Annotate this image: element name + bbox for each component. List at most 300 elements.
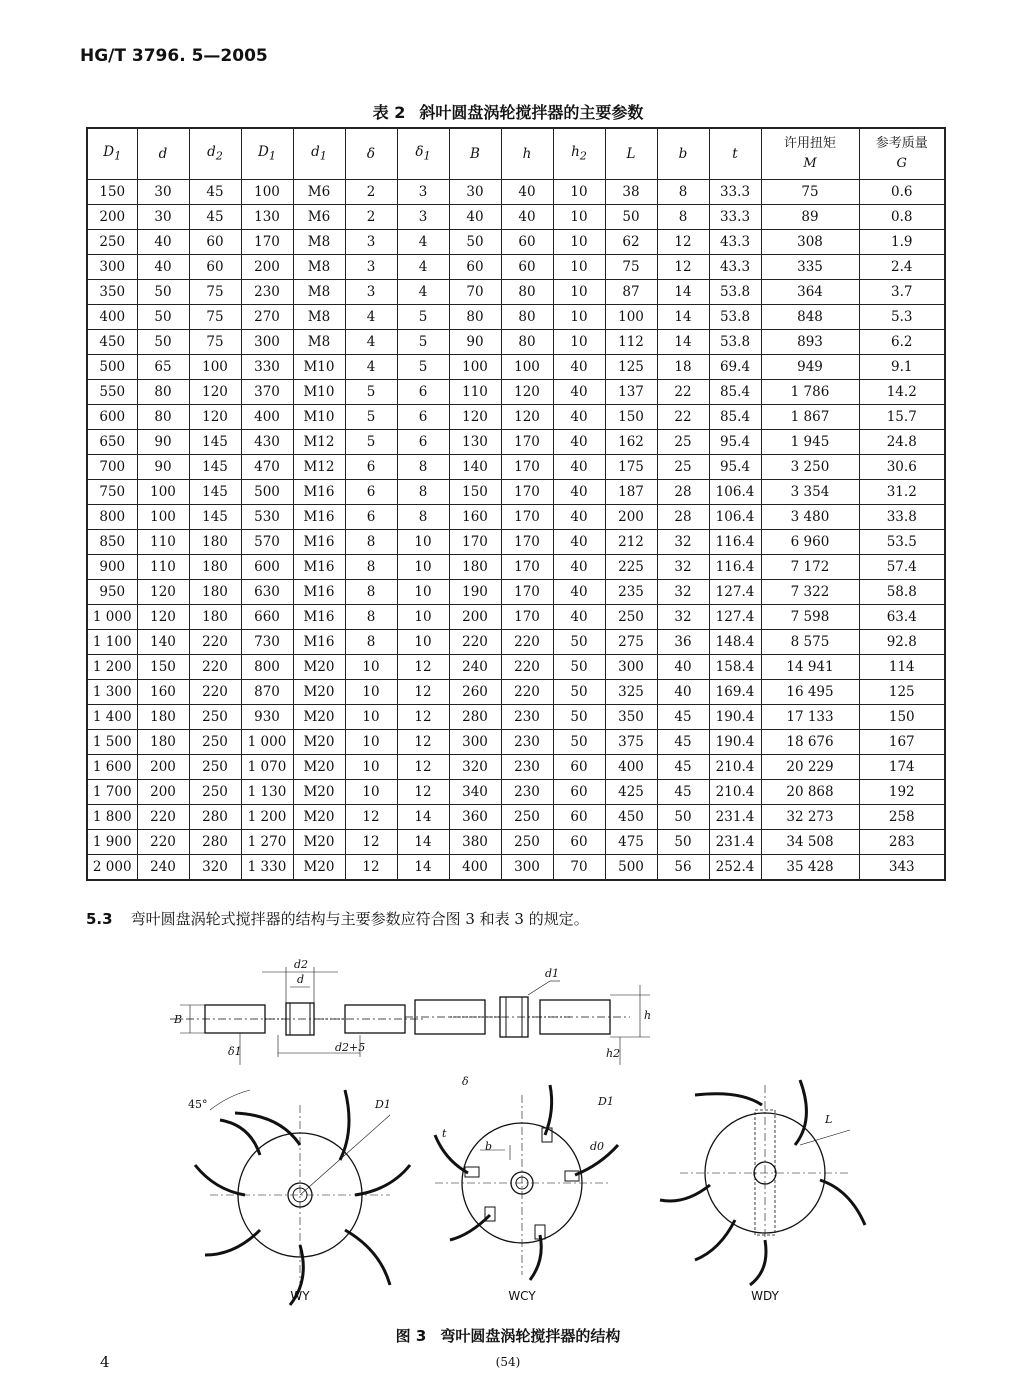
mass-label: 参考质量 [875,136,928,151]
table-cell: 308 [761,230,859,255]
table-cell: 30 [137,180,189,205]
col-header: B [449,128,501,180]
label-view-wdy: WDY [751,1289,779,1303]
table-cell: 300 [605,655,657,680]
label-d: d [297,973,305,986]
table-cell: 10 [553,280,605,305]
table-cell: 87 [605,280,657,305]
table-cell: 1 070 [241,755,293,780]
table-cell: 200 [137,780,189,805]
table-cell: 170 [501,505,553,530]
table-cell: 8 [345,630,397,655]
table-cell: 60 [501,255,553,280]
table-number: 表 2 [372,103,406,122]
table-cell: 12 [397,655,449,680]
table-cell: 70 [553,855,605,881]
table-cell: 40 [553,530,605,555]
table-cell: 2 [345,205,397,230]
table-cell: 192 [859,780,945,805]
table-cell: 250 [501,805,553,830]
table-header-row [87,128,945,180]
table-cell: M12 [293,455,345,480]
table-cell: 12 [397,680,449,705]
table-cell: 50 [553,630,605,655]
table-cell: 6 [345,505,397,530]
table-cell: 12 [345,805,397,830]
table-cell: M20 [293,655,345,680]
table-cell: 6 [345,455,397,480]
table-cell: 325 [605,680,657,705]
label-b: b [485,1140,493,1153]
table-cell: 250 [605,605,657,630]
table-cell: 40 [449,205,501,230]
table-cell: M16 [293,530,345,555]
table-cell: 60 [501,230,553,255]
page-number: 4 [100,1353,110,1371]
table-cell: 5 [345,430,397,455]
col-header: δ [345,128,397,180]
table-cell: 210.4 [709,755,761,780]
table-cell: M10 [293,405,345,430]
table-row [87,380,945,405]
table-cell: 12 [345,855,397,881]
table-cell: 190 [449,580,501,605]
table-cell: 45 [189,205,241,230]
table-cell: 80 [137,405,189,430]
table-cell: 1 400 [87,705,137,730]
table-row [87,655,945,680]
table-cell: 14 [657,280,709,305]
col-header-mass [859,128,945,180]
table-cell: 5 [397,305,449,330]
table-cell: 140 [449,455,501,480]
table-cell: 70 [449,280,501,305]
table-cell: 220 [189,680,241,705]
table-cell: 5 [345,405,397,430]
table-cell: 50 [657,830,709,855]
table-cell: 6 [345,480,397,505]
table-cell: 231.4 [709,805,761,830]
table-cell: 75 [189,330,241,355]
label-view-wy: WY [290,1289,310,1303]
table-cell: 170 [449,530,501,555]
table-cell: 364 [761,280,859,305]
table-cell: 130 [241,205,293,230]
table-cell: 220 [501,655,553,680]
table-row [87,680,945,705]
table-cell: 130 [449,430,501,455]
table-cell: 14 [397,855,449,881]
table-cell: 3 [345,280,397,305]
col-header: t [709,128,761,180]
table-cell: M8 [293,280,345,305]
table-row [87,780,945,805]
table-cell: 8 575 [761,630,859,655]
table-cell: 400 [87,305,137,330]
table-cell: 6 960 [761,530,859,555]
table-cell: 0.6 [859,180,945,205]
table-cell: 43.3 [709,255,761,280]
table-cell: 1 270 [241,830,293,855]
table-body [87,180,945,881]
table-cell: 89 [761,205,859,230]
table-cell: 40 [553,580,605,605]
table-cell: 50 [449,230,501,255]
table-cell: 12 [397,780,449,805]
label-delta1: δ1 [228,1045,242,1058]
table-cell: 400 [449,855,501,881]
table-cell: 225 [605,555,657,580]
table-cell: 2 [345,180,397,205]
table-cell: 2 000 [87,855,137,881]
table-cell: 190.4 [709,730,761,755]
table-cell: 60 [553,755,605,780]
table-cell: 10 [553,305,605,330]
table-cell: 169.4 [709,680,761,705]
table-cell: 4 [397,230,449,255]
table-cell: 220 [501,630,553,655]
table-cell: 45 [657,730,709,755]
table-cell: 470 [241,455,293,480]
label-d1: d1 [545,967,560,980]
table-cell: M20 [293,680,345,705]
table-cell: 162 [605,430,657,455]
table-cell: 200 [605,505,657,530]
table-cell: 40 [553,605,605,630]
table-cell: 3 354 [761,480,859,505]
table-cell: 31.2 [859,480,945,505]
table-cell: 250 [189,705,241,730]
table-cell: 8 [345,555,397,580]
label-h2: h2 [606,1047,621,1060]
table-cell: 3.7 [859,280,945,305]
table-cell: 200 [87,205,137,230]
table-cell: 40 [553,480,605,505]
table-cell: 300 [501,855,553,881]
table-cell: 145 [189,505,241,530]
table-cell: 500 [605,855,657,881]
table-cell: 150 [449,480,501,505]
table-cell: 100 [501,355,553,380]
figure-number: 图 3 [395,1327,427,1345]
table-cell: 500 [87,355,137,380]
table-cell: 235 [605,580,657,605]
table-cell: 60 [553,780,605,805]
table-cell: M20 [293,755,345,780]
table-row [87,305,945,330]
table-cell: 32 273 [761,805,859,830]
table-cell: 3 480 [761,505,859,530]
table-cell: 2.4 [859,255,945,280]
table-cell: 180 [449,555,501,580]
table-cell: 8 [397,455,449,480]
table-cell: M10 [293,380,345,405]
col-header: $D_1$ [241,128,293,180]
table-cell: 1 130 [241,780,293,805]
table-cell: 4 [397,255,449,280]
label-delta: δ [462,1075,469,1088]
table-row [87,755,945,780]
col-header: h [501,128,553,180]
table-cell: 50 [657,805,709,830]
table-cell: 100 [241,180,293,205]
table-row [87,705,945,730]
table-cell: 95.4 [709,455,761,480]
table-cell: 120 [501,405,553,430]
table-cell: 258 [859,805,945,830]
table-cell: 145 [189,480,241,505]
table-cell: 250 [189,780,241,805]
table-cell: 34 508 [761,830,859,855]
table-cell: 750 [87,480,137,505]
table-cell: 150 [859,705,945,730]
table-cell: 300 [241,330,293,355]
table-cell: M8 [293,330,345,355]
table-cell: 260 [449,680,501,705]
torque-label: 许用扭矩 [783,136,836,151]
table-cell: 28 [657,505,709,530]
clause-number: 5.3 [86,910,113,928]
table-cell: 10 [553,230,605,255]
table-cell: 425 [605,780,657,805]
table-cell: 50 [605,205,657,230]
table-cell: 949 [761,355,859,380]
table-row [87,255,945,280]
table-cell: 127.4 [709,580,761,605]
table-cell: 92.8 [859,630,945,655]
table-cell: 8 [345,580,397,605]
table-cell: 9.1 [859,355,945,380]
label-d2: d2 [294,958,309,971]
table-cell: 8 [397,480,449,505]
table-cell: 33.8 [859,505,945,530]
table-cell: 730 [241,630,293,655]
table-row [87,830,945,855]
table-cell: 4 [397,280,449,305]
table-cell: 60 [553,805,605,830]
table-cell: 270 [241,305,293,330]
table-cell: 116.4 [709,555,761,580]
table-cell: 90 [137,430,189,455]
table-cell: 14 [397,805,449,830]
table-cell: M20 [293,730,345,755]
table-cell: 848 [761,305,859,330]
table-cell: 170 [501,530,553,555]
table-row [87,480,945,505]
table-cell: 120 [449,405,501,430]
table-cell: 370 [241,380,293,405]
table-cell: 1 200 [87,655,137,680]
table-row [87,580,945,605]
table-cell: 80 [501,305,553,330]
col-header: b [657,128,709,180]
table-cell: 175 [605,455,657,480]
table-cell: 200 [241,255,293,280]
table-cell: 50 [553,730,605,755]
table-cell: 170 [501,580,553,605]
table-cell: 43.3 [709,230,761,255]
table-cell: 350 [605,705,657,730]
table-cell: 12 [345,830,397,855]
col-header: $\delta_1$ [397,128,449,180]
table-cell: 85.4 [709,405,761,430]
table-cell: 53.5 [859,530,945,555]
table-cell: 100 [189,355,241,380]
table-cell: 112 [605,330,657,355]
table-cell: 250 [189,755,241,780]
table-cell: 180 [189,580,241,605]
table-cell: 230 [241,280,293,305]
table-cell: 18 676 [761,730,859,755]
table-cell: 283 [859,830,945,855]
table-cell: 1 330 [241,855,293,881]
table-cell: 40 [137,255,189,280]
table-cell: 800 [87,505,137,530]
table-cell: 252.4 [709,855,761,881]
table-cell: 80 [501,330,553,355]
table-cell: 1 200 [241,805,293,830]
table-cell: 45 [189,180,241,205]
table-cell: 7 322 [761,580,859,605]
table-cell: 50 [553,705,605,730]
table-cell: 335 [761,255,859,280]
table-row [87,405,945,430]
table-cell: 28 [657,480,709,505]
standard-code: HG/T 3796. 5—2005 [80,46,268,66]
table-cell: 90 [449,330,501,355]
table-cell: 530 [241,505,293,530]
table-cell: M6 [293,205,345,230]
table-cell: 58.8 [859,580,945,605]
table-cell: 500 [241,480,293,505]
table-cell: 33.3 [709,205,761,230]
table-cell: 40 [501,205,553,230]
table-cell: 700 [87,455,137,480]
table-cell: 850 [87,530,137,555]
table-cell: 12 [397,755,449,780]
table-cell: 10 [397,580,449,605]
table-cell: 53.8 [709,305,761,330]
table-row [87,355,945,380]
page-sequence: (54) [495,1355,521,1369]
figure-caption [0,1325,1016,1346]
table-cell: 220 [501,680,553,705]
table-row [87,280,945,305]
table-cell: 570 [241,530,293,555]
table-cell: 210.4 [709,780,761,805]
table-row [87,630,945,655]
table-cell: 60 [449,255,501,280]
table-cell: 180 [189,555,241,580]
table-cell: M10 [293,355,345,380]
label-h: h [644,1009,652,1022]
table-cell: 8 [657,180,709,205]
table-cell: 16 495 [761,680,859,705]
table-cell: 116.4 [709,530,761,555]
table-cell: 212 [605,530,657,555]
table-cell: 3 [345,255,397,280]
table-cell: 60 [553,830,605,855]
table-cell: 3 [397,205,449,230]
table-cell: M8 [293,230,345,255]
table-cell: 550 [87,380,137,405]
clause-5-3 [86,908,589,929]
table-cell: 8 [657,205,709,230]
table-cell: 1 786 [761,380,859,405]
table-cell: 1 000 [87,605,137,630]
col-header-torque [761,128,859,180]
table-cell: 45 [657,755,709,780]
table-cell: 380 [449,830,501,855]
table-cell: 10 [553,180,605,205]
table-cell: 220 [449,630,501,655]
table-cell: 10 [553,330,605,355]
table-row [87,530,945,555]
table-cell: 180 [189,530,241,555]
table-title [0,100,1016,123]
table-cell: 350 [87,280,137,305]
table-cell: 600 [241,555,293,580]
table-cell: 15.7 [859,405,945,430]
plan-view-wy [195,1090,410,1305]
table-cell: 220 [189,630,241,655]
table-cell: 375 [605,730,657,755]
table-cell: M20 [293,780,345,805]
table-cell: 40 [553,455,605,480]
table-cell: 8 [345,605,397,630]
table-row [87,455,945,480]
table-cell: 343 [859,855,945,881]
table-cell: 200 [137,755,189,780]
table-cell: 280 [189,805,241,830]
table-cell: 170 [501,555,553,580]
table-cell: 1 500 [87,730,137,755]
table-cell: 10 [345,755,397,780]
table-cell: 10 [345,655,397,680]
table-cell: 80 [449,305,501,330]
table-cell: 7 172 [761,555,859,580]
table-cell: 180 [189,605,241,630]
table-cell: M16 [293,555,345,580]
table-cell: 120 [189,405,241,430]
table-row [87,180,945,205]
table-cell: M8 [293,255,345,280]
figure-caption-text: 弯叶圆盘涡轮搅拌器的结构 [440,1327,621,1345]
table-cell: 45 [657,705,709,730]
table-cell: 20 868 [761,780,859,805]
col-header: d [137,128,189,180]
table-cell: 24.8 [859,430,945,455]
table-cell: 30 [449,180,501,205]
table-cell: 250 [189,730,241,755]
table-cell: 18 [657,355,709,380]
table-cell: 200 [449,605,501,630]
table-cell: 90 [137,455,189,480]
table-cell: 5 [397,355,449,380]
table-cell: 40 [657,680,709,705]
table-row [87,330,945,355]
figure-3-drawing [150,945,870,1320]
table-cell: 240 [449,655,501,680]
table-cell: M6 [293,180,345,205]
table-cell: 22 [657,380,709,405]
table-cell: 8 [397,505,449,530]
label-t: t [442,1127,447,1140]
table-cell: 30 [137,205,189,230]
table-cell: 57.4 [859,555,945,580]
table-cell: 14 941 [761,655,859,680]
table-cell: 40 [553,430,605,455]
